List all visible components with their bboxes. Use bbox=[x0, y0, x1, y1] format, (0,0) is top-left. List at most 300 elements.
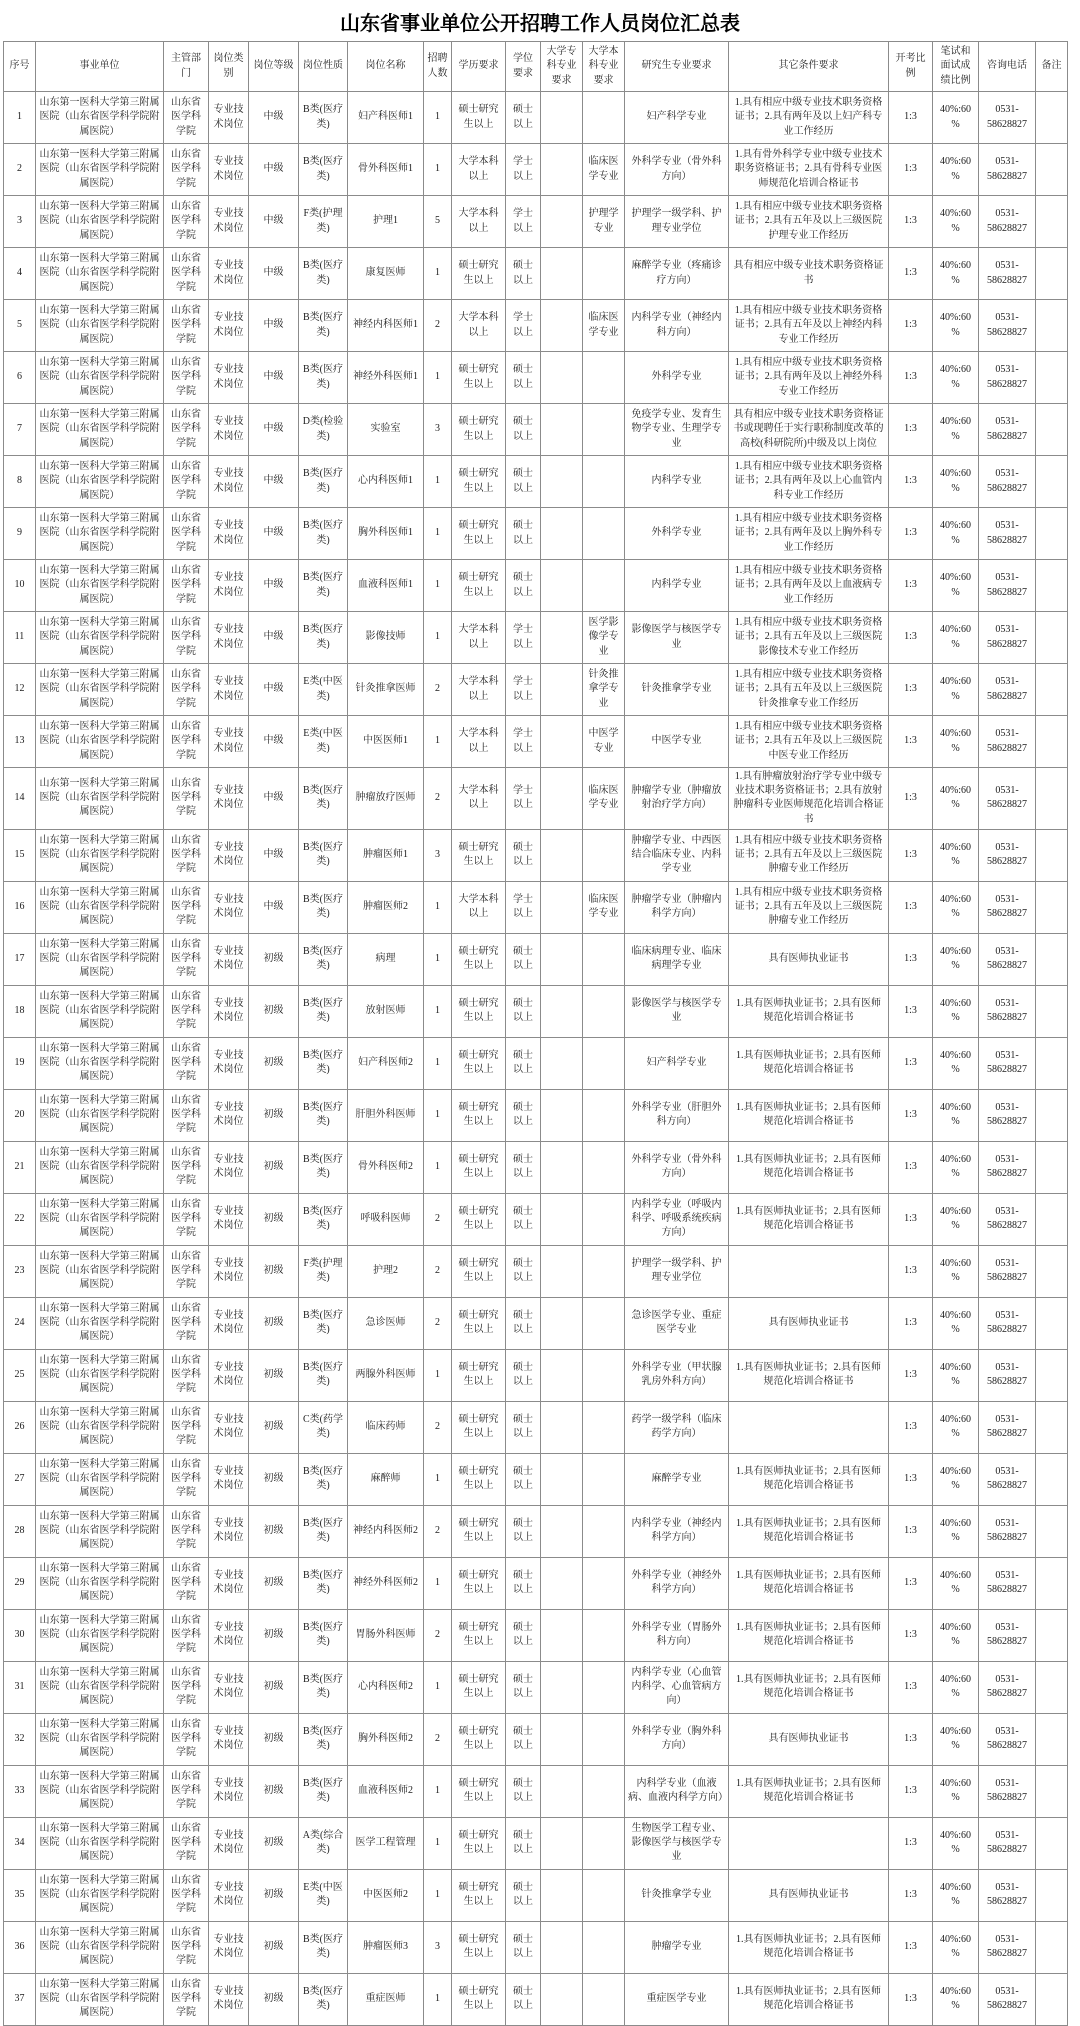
cell-row22-col5: B类(医疗类) bbox=[299, 1193, 348, 1245]
cell-row5-col8: 大学本科以上 bbox=[452, 300, 506, 352]
cell-row19-col6: 妇产科医师2 bbox=[348, 1037, 424, 1089]
cell-row33-col0: 33 bbox=[4, 1765, 36, 1817]
cell-row31-col15: 40%:60% bbox=[933, 1661, 979, 1713]
cell-row20-col6: 肝胆外科医师 bbox=[348, 1089, 424, 1141]
cell-row26-col11 bbox=[583, 1401, 625, 1453]
cell-row36-col6: 肿瘤医师3 bbox=[348, 1921, 424, 1973]
cell-row1-col6: 妇产科医师1 bbox=[348, 92, 424, 144]
cell-row5-col17 bbox=[1036, 300, 1068, 352]
cell-row37-col11 bbox=[583, 1973, 625, 2025]
cell-row36-col5: B类(医疗类) bbox=[299, 1921, 348, 1973]
table-row-26 bbox=[4, 1401, 1068, 1453]
cell-row37-col16: 0531-58628827 bbox=[979, 1973, 1036, 2025]
cell-row4-col17 bbox=[1036, 248, 1068, 300]
cell-row30-col7: 2 bbox=[424, 1609, 452, 1661]
cell-row28-col14: 1:3 bbox=[889, 1505, 933, 1557]
cell-row37-col4: 初级 bbox=[249, 1973, 299, 2025]
cell-row12-col12: 针灸推拿学专业 bbox=[625, 664, 729, 716]
cell-row35-col11 bbox=[583, 1869, 625, 1921]
cell-row37-col13: 1.具有医师执业证书；2.具有医师规范化培训合格证书 bbox=[729, 1973, 889, 2025]
cell-row19-col4: 初级 bbox=[249, 1037, 299, 1089]
cell-row20-col3: 专业技术岗位 bbox=[209, 1089, 249, 1141]
cell-row13-col0: 13 bbox=[4, 716, 36, 768]
cell-row5-col0: 5 bbox=[4, 300, 36, 352]
cell-row32-col17 bbox=[1036, 1713, 1068, 1765]
cell-row36-col10 bbox=[541, 1921, 583, 1973]
cell-row17-col5: B类(医疗类) bbox=[299, 933, 348, 985]
cell-row18-col7: 1 bbox=[424, 985, 452, 1037]
cell-row33-col17 bbox=[1036, 1765, 1068, 1817]
cell-row21-col2: 山东省医学科学院 bbox=[164, 1141, 209, 1193]
cell-row22-col13: 1.具有医师执业证书；2.具有医师规范化培训合格证书 bbox=[729, 1193, 889, 1245]
cell-row36-col2: 山东省医学科学院 bbox=[164, 1921, 209, 1973]
cell-row4-col11 bbox=[583, 248, 625, 300]
column-header-8: 学历要求 bbox=[452, 42, 506, 92]
table-row-10 bbox=[4, 560, 1068, 612]
cell-row29-col0: 29 bbox=[4, 1557, 36, 1609]
cell-row23-col16: 0531-58628827 bbox=[979, 1245, 1036, 1297]
cell-row2-col2: 山东省医学科学院 bbox=[164, 144, 209, 196]
cell-row15-col6: 肿瘤医师1 bbox=[348, 829, 424, 881]
cell-row27-col7: 1 bbox=[424, 1453, 452, 1505]
table-row-4 bbox=[4, 248, 1068, 300]
cell-row24-col15: 40%:60% bbox=[933, 1297, 979, 1349]
cell-row15-col17 bbox=[1036, 829, 1068, 881]
cell-row8-col11 bbox=[583, 456, 625, 508]
cell-row21-col14: 1:3 bbox=[889, 1141, 933, 1193]
cell-row20-col17 bbox=[1036, 1089, 1068, 1141]
cell-row17-col12: 临床病理专业、临床病理学专业 bbox=[625, 933, 729, 985]
cell-row22-col7: 2 bbox=[424, 1193, 452, 1245]
cell-row22-col17 bbox=[1036, 1193, 1068, 1245]
cell-row1-col11 bbox=[583, 92, 625, 144]
cell-row5-col14: 1:3 bbox=[889, 300, 933, 352]
table-row-36 bbox=[4, 1921, 1068, 1973]
cell-row33-col4: 初级 bbox=[249, 1765, 299, 1817]
cell-row15-col16: 0531-58628827 bbox=[979, 829, 1036, 881]
cell-row15-col0: 15 bbox=[4, 829, 36, 881]
cell-row7-col14: 1:3 bbox=[889, 404, 933, 456]
cell-row36-col13: 1.具有医师执业证书；2.具有医师规范化培训合格证书 bbox=[729, 1921, 889, 1973]
cell-row14-col11: 临床医学专业 bbox=[583, 768, 625, 830]
cell-row23-col11 bbox=[583, 1245, 625, 1297]
cell-row24-col10 bbox=[541, 1297, 583, 1349]
cell-row6-col3: 专业技术岗位 bbox=[209, 352, 249, 404]
table-row-16 bbox=[4, 881, 1068, 933]
cell-row34-col2: 山东省医学科学院 bbox=[164, 1817, 209, 1869]
cell-row6-col16: 0531-58628827 bbox=[979, 352, 1036, 404]
cell-row33-col15: 40%:60% bbox=[933, 1765, 979, 1817]
cell-row12-col5: E类(中医类) bbox=[299, 664, 348, 716]
cell-row14-col6: 肿瘤放疗医师 bbox=[348, 768, 424, 830]
cell-row12-col15: 40%:60% bbox=[933, 664, 979, 716]
cell-row35-col7: 1 bbox=[424, 1869, 452, 1921]
cell-row18-col3: 专业技术岗位 bbox=[209, 985, 249, 1037]
cell-row28-col8: 硕士研究生以上 bbox=[452, 1505, 506, 1557]
cell-row11-col9: 学士以上 bbox=[506, 612, 541, 664]
cell-row33-col10 bbox=[541, 1765, 583, 1817]
cell-row12-col16: 0531-58628827 bbox=[979, 664, 1036, 716]
cell-row30-col15: 40%:60% bbox=[933, 1609, 979, 1661]
cell-row30-col11 bbox=[583, 1609, 625, 1661]
cell-row17-col9: 硕士以上 bbox=[506, 933, 541, 985]
cell-row30-col0: 30 bbox=[4, 1609, 36, 1661]
cell-row29-col9: 硕士以上 bbox=[506, 1557, 541, 1609]
cell-row17-col7: 1 bbox=[424, 933, 452, 985]
cell-row11-col14: 1:3 bbox=[889, 612, 933, 664]
cell-row15-col3: 专业技术岗位 bbox=[209, 829, 249, 881]
cell-row22-col11 bbox=[583, 1193, 625, 1245]
cell-row3-col14: 1:3 bbox=[889, 196, 933, 248]
cell-row14-col12: 肿瘤学专业（肿瘤放射治疗学方向） bbox=[625, 768, 729, 830]
cell-row5-col5: B类(医疗类) bbox=[299, 300, 348, 352]
cell-row33-col1: 山东第一医科大学第三附属医院（山东省医学科学院附属医院） bbox=[36, 1765, 164, 1817]
cell-row13-col1: 山东第一医科大学第三附属医院（山东省医学科学院附属医院） bbox=[36, 716, 164, 768]
cell-row1-col12: 妇产科学专业 bbox=[625, 92, 729, 144]
cell-row23-col5: F类(护理类) bbox=[299, 1245, 348, 1297]
cell-row1-col3: 专业技术岗位 bbox=[209, 92, 249, 144]
cell-row31-col10 bbox=[541, 1661, 583, 1713]
cell-row22-col8: 硕士研究生以上 bbox=[452, 1193, 506, 1245]
cell-row9-col11 bbox=[583, 508, 625, 560]
cell-row16-col9: 学士以上 bbox=[506, 881, 541, 933]
cell-row9-col3: 专业技术岗位 bbox=[209, 508, 249, 560]
cell-row19-col3: 专业技术岗位 bbox=[209, 1037, 249, 1089]
cell-row18-col15: 40%:60% bbox=[933, 985, 979, 1037]
cell-row5-col12: 内科学专业（神经内科方向） bbox=[625, 300, 729, 352]
cell-row13-col11: 中医学专业 bbox=[583, 716, 625, 768]
cell-row22-col9: 硕士以上 bbox=[506, 1193, 541, 1245]
cell-row33-col8: 硕士研究生以上 bbox=[452, 1765, 506, 1817]
cell-row25-col1: 山东第一医科大学第三附属医院（山东省医学科学院附属医院） bbox=[36, 1349, 164, 1401]
cell-row35-col13: 具有医师执业证书 bbox=[729, 1869, 889, 1921]
cell-row14-col16: 0531-58628827 bbox=[979, 768, 1036, 830]
cell-row25-col9: 硕士以上 bbox=[506, 1349, 541, 1401]
cell-row20-col11 bbox=[583, 1089, 625, 1141]
cell-row20-col15: 40%:60% bbox=[933, 1089, 979, 1141]
cell-row31-col17 bbox=[1036, 1661, 1068, 1713]
cell-row32-col9: 硕士以上 bbox=[506, 1713, 541, 1765]
cell-row29-col17 bbox=[1036, 1557, 1068, 1609]
cell-row15-col4: 中级 bbox=[249, 829, 299, 881]
cell-row15-col10 bbox=[541, 829, 583, 881]
cell-row2-col3: 专业技术岗位 bbox=[209, 144, 249, 196]
cell-row20-col2: 山东省医学科学院 bbox=[164, 1089, 209, 1141]
cell-row34-col7: 1 bbox=[424, 1817, 452, 1869]
cell-row32-col1: 山东第一医科大学第三附属医院（山东省医学科学院附属医院） bbox=[36, 1713, 164, 1765]
cell-row16-col13: 1.具有相应中级专业技术职务资格证书；2.具有五年及以上三级医院肿瘤专业工作经历 bbox=[729, 881, 889, 933]
cell-row30-col4: 初级 bbox=[249, 1609, 299, 1661]
cell-row3-col4: 中级 bbox=[249, 196, 299, 248]
cell-row4-col6: 康复医师 bbox=[348, 248, 424, 300]
cell-row17-col0: 17 bbox=[4, 933, 36, 985]
cell-row1-col2: 山东省医学科学院 bbox=[164, 92, 209, 144]
cell-row6-col15: 40%:60% bbox=[933, 352, 979, 404]
cell-row15-col13: 1.具有相应中级专业技术职务资格证书；2.具有五年及以上三级医院肿瘤专业工作经历 bbox=[729, 829, 889, 881]
cell-row20-col14: 1:3 bbox=[889, 1089, 933, 1141]
cell-row12-col3: 专业技术岗位 bbox=[209, 664, 249, 716]
cell-row21-col7: 1 bbox=[424, 1141, 452, 1193]
cell-row17-col13: 具有医师执业证书 bbox=[729, 933, 889, 985]
cell-row2-col14: 1:3 bbox=[889, 144, 933, 196]
cell-row37-col8: 硕士研究生以上 bbox=[452, 1973, 506, 2025]
cell-row11-col4: 中级 bbox=[249, 612, 299, 664]
column-header-14: 开考比例 bbox=[889, 42, 933, 92]
cell-row26-col13 bbox=[729, 1401, 889, 1453]
cell-row1-col9: 硕士以上 bbox=[506, 92, 541, 144]
cell-row25-col6: 两腺外科医师 bbox=[348, 1349, 424, 1401]
cell-row1-col0: 1 bbox=[4, 92, 36, 144]
cell-row26-col12: 药学一级学科（临床药学方向） bbox=[625, 1401, 729, 1453]
cell-row20-col7: 1 bbox=[424, 1089, 452, 1141]
cell-row6-col5: B类(医疗类) bbox=[299, 352, 348, 404]
cell-row21-col11 bbox=[583, 1141, 625, 1193]
cell-row32-col7: 2 bbox=[424, 1713, 452, 1765]
cell-row24-col8: 硕士研究生以上 bbox=[452, 1297, 506, 1349]
cell-row7-col8: 硕士研究生以上 bbox=[452, 404, 506, 456]
table-row-14 bbox=[4, 768, 1068, 830]
cell-row28-col2: 山东省医学科学院 bbox=[164, 1505, 209, 1557]
cell-row17-col1: 山东第一医科大学第三附属医院（山东省医学科学院附属医院） bbox=[36, 933, 164, 985]
cell-row18-col12: 影像医学与核医学专业 bbox=[625, 985, 729, 1037]
table-row-28 bbox=[4, 1505, 1068, 1557]
cell-row13-col10 bbox=[541, 716, 583, 768]
cell-row2-col9: 学士以上 bbox=[506, 144, 541, 196]
cell-row17-col4: 初级 bbox=[249, 933, 299, 985]
cell-row12-col11: 针灸推拿学专业 bbox=[583, 664, 625, 716]
cell-row22-col1: 山东第一医科大学第三附属医院（山东省医学科学院附属医院） bbox=[36, 1193, 164, 1245]
cell-row24-col3: 专业技术岗位 bbox=[209, 1297, 249, 1349]
cell-row5-col7: 2 bbox=[424, 300, 452, 352]
cell-row23-col9: 硕士以上 bbox=[506, 1245, 541, 1297]
cell-row23-col17 bbox=[1036, 1245, 1068, 1297]
cell-row2-col10 bbox=[541, 144, 583, 196]
cell-row14-col1: 山东第一医科大学第三附属医院（山东省医学科学院附属医院） bbox=[36, 768, 164, 830]
cell-row17-col15: 40%:60% bbox=[933, 933, 979, 985]
cell-row34-col17 bbox=[1036, 1817, 1068, 1869]
cell-row27-col4: 初级 bbox=[249, 1453, 299, 1505]
cell-row10-col2: 山东省医学科学院 bbox=[164, 560, 209, 612]
cell-row12-col9: 学士以上 bbox=[506, 664, 541, 716]
cell-row13-col12: 中医学专业 bbox=[625, 716, 729, 768]
cell-row30-col9: 硕士以上 bbox=[506, 1609, 541, 1661]
cell-row35-col12: 针灸推拿学专业 bbox=[625, 1869, 729, 1921]
cell-row15-col12: 肿瘤学专业、中西医结合临床专业、内科学专业 bbox=[625, 829, 729, 881]
cell-row12-col0: 12 bbox=[4, 664, 36, 716]
table-row-18 bbox=[4, 985, 1068, 1037]
cell-row37-col2: 山东省医学科学院 bbox=[164, 1973, 209, 2025]
cell-row27-col0: 27 bbox=[4, 1453, 36, 1505]
cell-row18-col4: 初级 bbox=[249, 985, 299, 1037]
cell-row33-col3: 专业技术岗位 bbox=[209, 1765, 249, 1817]
cell-row8-col3: 专业技术岗位 bbox=[209, 456, 249, 508]
cell-row16-col14: 1:3 bbox=[889, 881, 933, 933]
cell-row14-col7: 2 bbox=[424, 768, 452, 830]
column-header-3: 岗位类别 bbox=[209, 42, 249, 92]
cell-row19-col16: 0531-58628827 bbox=[979, 1037, 1036, 1089]
cell-row10-col5: B类(医疗类) bbox=[299, 560, 348, 612]
cell-row37-col5: B类(医疗类) bbox=[299, 1973, 348, 2025]
cell-row37-col3: 专业技术岗位 bbox=[209, 1973, 249, 2025]
cell-row27-col15: 40%:60% bbox=[933, 1453, 979, 1505]
cell-row9-col2: 山东省医学科学院 bbox=[164, 508, 209, 560]
cell-row5-col6: 神经内科医师1 bbox=[348, 300, 424, 352]
cell-row26-col14: 1:3 bbox=[889, 1401, 933, 1453]
cell-row17-col6: 病理 bbox=[348, 933, 424, 985]
cell-row26-col15: 40%:60% bbox=[933, 1401, 979, 1453]
cell-row3-col6: 护理1 bbox=[348, 196, 424, 248]
cell-row20-col16: 0531-58628827 bbox=[979, 1089, 1036, 1141]
cell-row23-col4: 初级 bbox=[249, 1245, 299, 1297]
cell-row2-col6: 骨外科医师1 bbox=[348, 144, 424, 196]
cell-row1-col5: B类(医疗类) bbox=[299, 92, 348, 144]
cell-row32-col15: 40%:60% bbox=[933, 1713, 979, 1765]
cell-row32-col2: 山东省医学科学院 bbox=[164, 1713, 209, 1765]
cell-row14-col15: 40%:60% bbox=[933, 768, 979, 830]
cell-row18-col16: 0531-58628827 bbox=[979, 985, 1036, 1037]
cell-row1-col15: 40%:60% bbox=[933, 92, 979, 144]
cell-row25-col17 bbox=[1036, 1349, 1068, 1401]
cell-row12-col14: 1:3 bbox=[889, 664, 933, 716]
cell-row17-col10 bbox=[541, 933, 583, 985]
cell-row30-col16: 0531-58628827 bbox=[979, 1609, 1036, 1661]
cell-row3-col11: 护理学专业 bbox=[583, 196, 625, 248]
cell-row20-col8: 硕士研究生以上 bbox=[452, 1089, 506, 1141]
cell-row20-col1: 山东第一医科大学第三附属医院（山东省医学科学院附属医院） bbox=[36, 1089, 164, 1141]
cell-row9-col14: 1:3 bbox=[889, 508, 933, 560]
cell-row34-col16: 0531-58628827 bbox=[979, 1817, 1036, 1869]
cell-row7-col3: 专业技术岗位 bbox=[209, 404, 249, 456]
cell-row10-col7: 1 bbox=[424, 560, 452, 612]
cell-row25-col12: 外科学专业（甲状腺乳房外科方向） bbox=[625, 1349, 729, 1401]
cell-row35-col5: E类(中医类) bbox=[299, 1869, 348, 1921]
cell-row29-col1: 山东第一医科大学第三附属医院（山东省医学科学院附属医院） bbox=[36, 1557, 164, 1609]
cell-row29-col15: 40%:60% bbox=[933, 1557, 979, 1609]
cell-row23-col2: 山东省医学科学院 bbox=[164, 1245, 209, 1297]
cell-row37-col1: 山东第一医科大学第三附属医院（山东省医学科学院附属医院） bbox=[36, 1973, 164, 2025]
cell-row21-col6: 骨外科医师2 bbox=[348, 1141, 424, 1193]
cell-row13-col15: 40%:60% bbox=[933, 716, 979, 768]
cell-row6-col2: 山东省医学科学院 bbox=[164, 352, 209, 404]
cell-row36-col11 bbox=[583, 1921, 625, 1973]
cell-row10-col16: 0531-58628827 bbox=[979, 560, 1036, 612]
cell-row16-col10 bbox=[541, 881, 583, 933]
table-row-20 bbox=[4, 1089, 1068, 1141]
cell-row28-col17 bbox=[1036, 1505, 1068, 1557]
table-header-row bbox=[4, 42, 1068, 92]
cell-row25-col14: 1:3 bbox=[889, 1349, 933, 1401]
cell-row16-col12: 肿瘤学专业（肿瘤内科学方向） bbox=[625, 881, 729, 933]
column-header-7: 招聘人数 bbox=[424, 42, 452, 92]
cell-row1-col17 bbox=[1036, 92, 1068, 144]
cell-row21-col15: 40%:60% bbox=[933, 1141, 979, 1193]
cell-row19-col15: 40%:60% bbox=[933, 1037, 979, 1089]
cell-row14-col13: 1.具有肿瘤放射治疗学专业中级专业技术职务资格证书；2.具有放射肿瘤科专业医师规范化培训合格证书 bbox=[729, 768, 889, 830]
cell-row13-col3: 专业技术岗位 bbox=[209, 716, 249, 768]
cell-row9-col12: 外科学专业 bbox=[625, 508, 729, 560]
cell-row37-col0: 37 bbox=[4, 1973, 36, 2025]
table-row-12 bbox=[4, 664, 1068, 716]
cell-row10-col15: 40%:60% bbox=[933, 560, 979, 612]
cell-row26-col4: 初级 bbox=[249, 1401, 299, 1453]
cell-row2-col15: 40%:60% bbox=[933, 144, 979, 196]
cell-row36-col12: 肿瘤学专业 bbox=[625, 1921, 729, 1973]
cell-row19-col1: 山东第一医科大学第三附属医院（山东省医学科学院附属医院） bbox=[36, 1037, 164, 1089]
cell-row27-col3: 专业技术岗位 bbox=[209, 1453, 249, 1505]
cell-row31-col14: 1:3 bbox=[889, 1661, 933, 1713]
cell-row26-col10 bbox=[541, 1401, 583, 1453]
cell-row22-col2: 山东省医学科学院 bbox=[164, 1193, 209, 1245]
cell-row8-col13: 1.具有相应中级专业技术职务资格证书；2.具有两年及以上心血管内科专业工作经历 bbox=[729, 456, 889, 508]
cell-row7-col12: 免疫学专业、发育生物学专业、生理学专业 bbox=[625, 404, 729, 456]
cell-row7-col7: 3 bbox=[424, 404, 452, 456]
cell-row7-col13: 具有相应中级专业技术职务资格证书或现聘任于实行职称制度改革的高校(科研院所)中级及以上岗位 bbox=[729, 404, 889, 456]
cell-row8-col4: 中级 bbox=[249, 456, 299, 508]
cell-row5-col2: 山东省医学科学院 bbox=[164, 300, 209, 352]
cell-row16-col5: B类(医疗类) bbox=[299, 881, 348, 933]
cell-row24-col0: 24 bbox=[4, 1297, 36, 1349]
cell-row2-col8: 大学本科以上 bbox=[452, 144, 506, 196]
cell-row25-col8: 硕士研究生以上 bbox=[452, 1349, 506, 1401]
cell-row4-col7: 1 bbox=[424, 248, 452, 300]
cell-row12-col17 bbox=[1036, 664, 1068, 716]
table-row-32 bbox=[4, 1713, 1068, 1765]
cell-row4-col0: 4 bbox=[4, 248, 36, 300]
cell-row16-col3: 专业技术岗位 bbox=[209, 881, 249, 933]
cell-row28-col7: 2 bbox=[424, 1505, 452, 1557]
cell-row8-col8: 硕士研究生以上 bbox=[452, 456, 506, 508]
cell-row4-col3: 专业技术岗位 bbox=[209, 248, 249, 300]
cell-row14-col10 bbox=[541, 768, 583, 830]
cell-row30-col14: 1:3 bbox=[889, 1609, 933, 1661]
cell-row12-col4: 中级 bbox=[249, 664, 299, 716]
cell-row11-col1: 山东第一医科大学第三附属医院（山东省医学科学院附属医院） bbox=[36, 612, 164, 664]
cell-row19-col14: 1:3 bbox=[889, 1037, 933, 1089]
cell-row9-col7: 1 bbox=[424, 508, 452, 560]
cell-row22-col6: 呼吸科医师 bbox=[348, 1193, 424, 1245]
cell-row5-col15: 40%:60% bbox=[933, 300, 979, 352]
table-row-15 bbox=[4, 829, 1068, 881]
cell-row27-col10 bbox=[541, 1453, 583, 1505]
cell-row28-col1: 山东第一医科大学第三附属医院（山东省医学科学院附属医院） bbox=[36, 1505, 164, 1557]
cell-row4-col8: 硕士研究生以上 bbox=[452, 248, 506, 300]
cell-row35-col15: 40%:60% bbox=[933, 1869, 979, 1921]
cell-row36-col16: 0531-58628827 bbox=[979, 1921, 1036, 1973]
cell-row31-col8: 硕士研究生以上 bbox=[452, 1661, 506, 1713]
cell-row15-col9: 硕士以上 bbox=[506, 829, 541, 881]
cell-row24-col11 bbox=[583, 1297, 625, 1349]
cell-row31-col0: 31 bbox=[4, 1661, 36, 1713]
cell-row8-col10 bbox=[541, 456, 583, 508]
cell-row10-col1: 山东第一医科大学第三附属医院（山东省医学科学院附属医院） bbox=[36, 560, 164, 612]
cell-row36-col4: 初级 bbox=[249, 1921, 299, 1973]
cell-row36-col7: 3 bbox=[424, 1921, 452, 1973]
cell-row15-col7: 3 bbox=[424, 829, 452, 881]
cell-row11-col8: 大学本科以上 bbox=[452, 612, 506, 664]
cell-row34-col10 bbox=[541, 1817, 583, 1869]
cell-row25-col10 bbox=[541, 1349, 583, 1401]
cell-row5-col13: 1.具有相应中级专业技术职务资格证书；2.具有五年及以上神经内科专业工作经历 bbox=[729, 300, 889, 352]
cell-row34-col8: 硕士研究生以上 bbox=[452, 1817, 506, 1869]
cell-row32-col0: 32 bbox=[4, 1713, 36, 1765]
cell-row8-col7: 1 bbox=[424, 456, 452, 508]
cell-row23-col3: 专业技术岗位 bbox=[209, 1245, 249, 1297]
cell-row32-col13: 具有医师执业证书 bbox=[729, 1713, 889, 1765]
cell-row7-col17 bbox=[1036, 404, 1068, 456]
cell-row32-col5: B类(医疗类) bbox=[299, 1713, 348, 1765]
cell-row2-col7: 1 bbox=[424, 144, 452, 196]
cell-row1-col14: 1:3 bbox=[889, 92, 933, 144]
